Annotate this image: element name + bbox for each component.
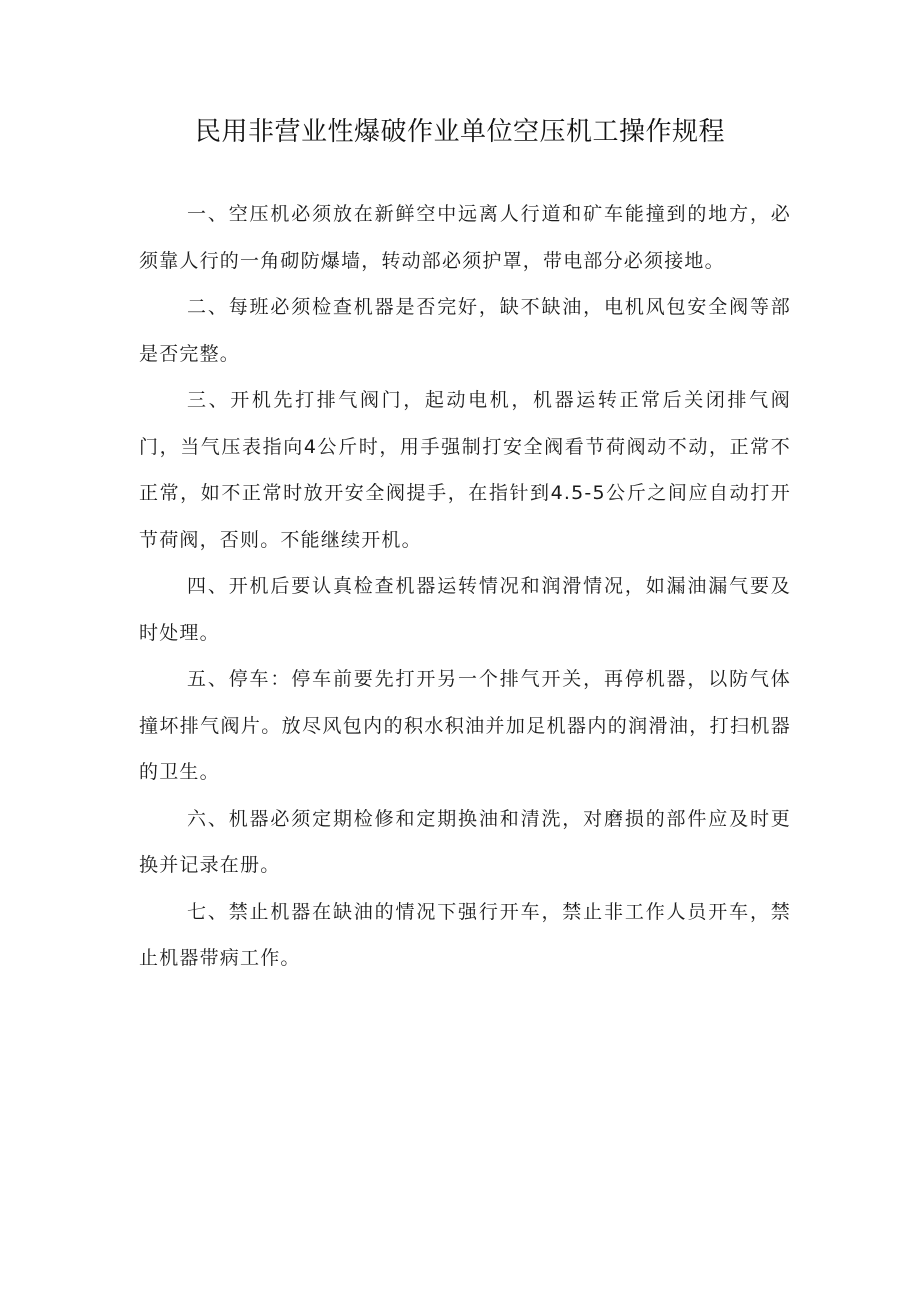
clause-2: 二、每班必须检查机器是否完好，缺不缺油，电机风包安全阀等部是否完整。 <box>139 296 791 365</box>
document-title: 民用非营业性爆破作业单位空压机工操作规程 <box>194 117 725 147</box>
clause-6: 六、机器必须定期检修和定期换油和清洗，对磨损的部件应及时更换并记录在册。 <box>139 807 791 876</box>
clause-3: 三、开机先打排气阀门，起动电机，机器运转正常后关闭排气阀门，当气压表指向4公斤时，用手强制打安全阀看节荷阀动不动，正常不正常，如不正常时放开安全阀提手，在指针到4.5-5公斤之间应自动打开节荷阀，否则。不能继续开机。 <box>139 389 791 551</box>
clause-5: 五、停车：停车前要先打开另一个排气开关，再停机器，以防气体撞坏排气阀片。放尽风包内的积水积油并加足机器内的润滑油，打扫机器的卫生。 <box>139 668 791 783</box>
clause-4: 四、开机后要认真检查机器运转情况和润滑情况，如漏油漏气要及时处理。 <box>139 575 791 644</box>
clause-1: 一、空压机必须放在新鲜空中远离人行道和矿车能撞到的地方，必须靠人行的一角砌防爆墙，转动部必须护罩，带电部分必须接地。 <box>139 203 791 272</box>
document-body <box>139 191 791 982</box>
clause-7: 七、禁止机器在缺油的情况下强行开车，禁止非工作人员开车，禁止机器带病工作。 <box>139 900 791 969</box>
